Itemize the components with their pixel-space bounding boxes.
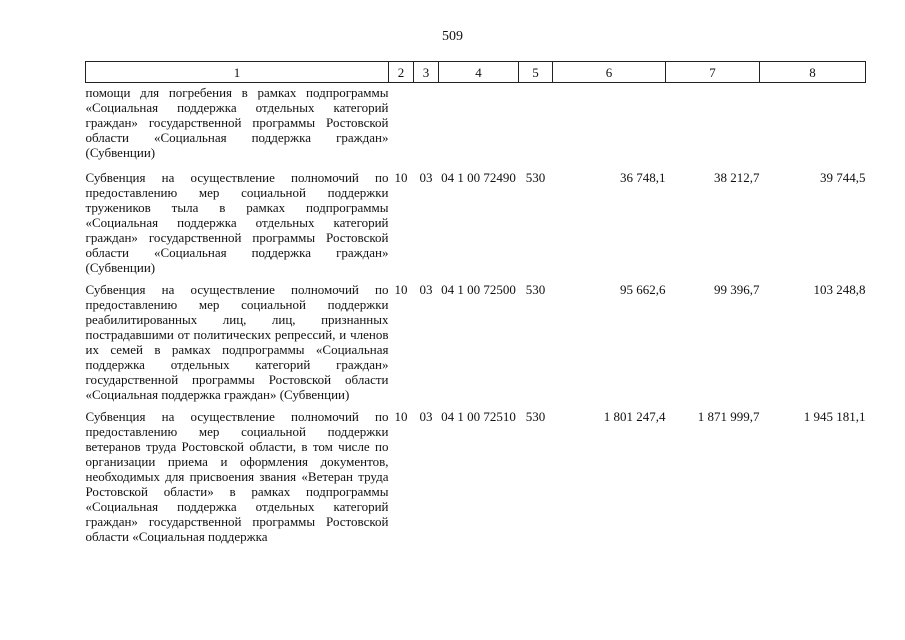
table-row: [86, 170, 866, 282]
row-expense-type: 530: [525, 170, 546, 185]
page-number: 509: [442, 29, 463, 44]
row-year-1-amount: 1 801 247,4: [603, 409, 666, 424]
col-header-section: 2: [389, 62, 414, 83]
row-year-1-amount: 95 662,6: [620, 282, 666, 297]
table-row: [86, 409, 866, 551]
table-row: [86, 83, 866, 171]
row-section: 10: [394, 282, 408, 297]
table-header-row: [86, 62, 866, 83]
row-year-2-amount: 1 871 999,7: [697, 409, 760, 424]
row-year-2-amount: 99 396,7: [714, 282, 760, 297]
row-description: Субвенция на осуществление полномочий по предоставлению мер социальной поддержки реабилитированных лиц, лиц, признанных пострадавшими от политических репрессий, и членов их семей в рамках подпрограммы «Социальная поддержка отдельных категорий граждан» государственной программы Ростовской области «Социальная поддержка граждан» (Субвенции): [85, 282, 389, 402]
row-subsection: 03: [419, 282, 433, 297]
row-target-article: 04 1 00 72490: [441, 170, 516, 185]
row-year-1-amount: 36 748,1: [620, 170, 666, 185]
row-subsection: 03: [419, 170, 433, 185]
row-description: Субвенция на осуществление полномочий по предоставлению мер социальной поддержки ветеранов труда Ростовской области, в том числе по организации приема и оформления документов, необходимых для присвоения звания «Ветеран труда Ростовской области» в рамках подпрограммы «Социальная поддержка отдельных категорий граждан» государственной программы Ростовской области «Социальная поддержка: [85, 409, 389, 544]
table-row: [86, 282, 866, 409]
col-header-year-3: 8: [760, 62, 866, 83]
col-header-description: 1: [86, 62, 389, 83]
col-header-expense-type: 5: [519, 62, 553, 83]
col-header-subsection: 3: [414, 62, 439, 83]
row-target-article: 04 1 00 72500: [441, 282, 516, 297]
row-description: помощи для погребения в рамках подпрограммы «Социальная поддержка отдельных категорий граждан» государственной программы Ростовской области «Социальная поддержка граждан» (Субвенции): [85, 85, 389, 160]
row-expense-type: 530: [525, 409, 546, 424]
row-target-article: 04 1 00 72510: [441, 409, 516, 424]
row-section: 10: [394, 170, 408, 185]
row-description: Субвенция на осуществление полномочий по предоставлению мер социальной поддержки тружеников тыла в рамках подпрограммы «Социальная поддержка отдельных категорий граждан» государственной программы Ростовской области «Социальная поддержка граждан» (Субвенции): [85, 170, 389, 275]
col-header-year-1: 6: [553, 62, 666, 83]
row-expense-type: 530: [525, 282, 546, 297]
row-year-3-amount: 1 945 181,1: [803, 409, 866, 424]
row-year-3-amount: 39 744,5: [820, 170, 866, 185]
row-section: 10: [394, 409, 408, 424]
col-header-year-2: 7: [666, 62, 760, 83]
row-year-3-amount: 103 248,8: [813, 282, 866, 297]
budget-table: [85, 61, 866, 551]
row-year-2-amount: 38 212,7: [714, 170, 760, 185]
col-header-target-article: 4: [439, 62, 519, 83]
row-subsection: 03: [419, 409, 433, 424]
